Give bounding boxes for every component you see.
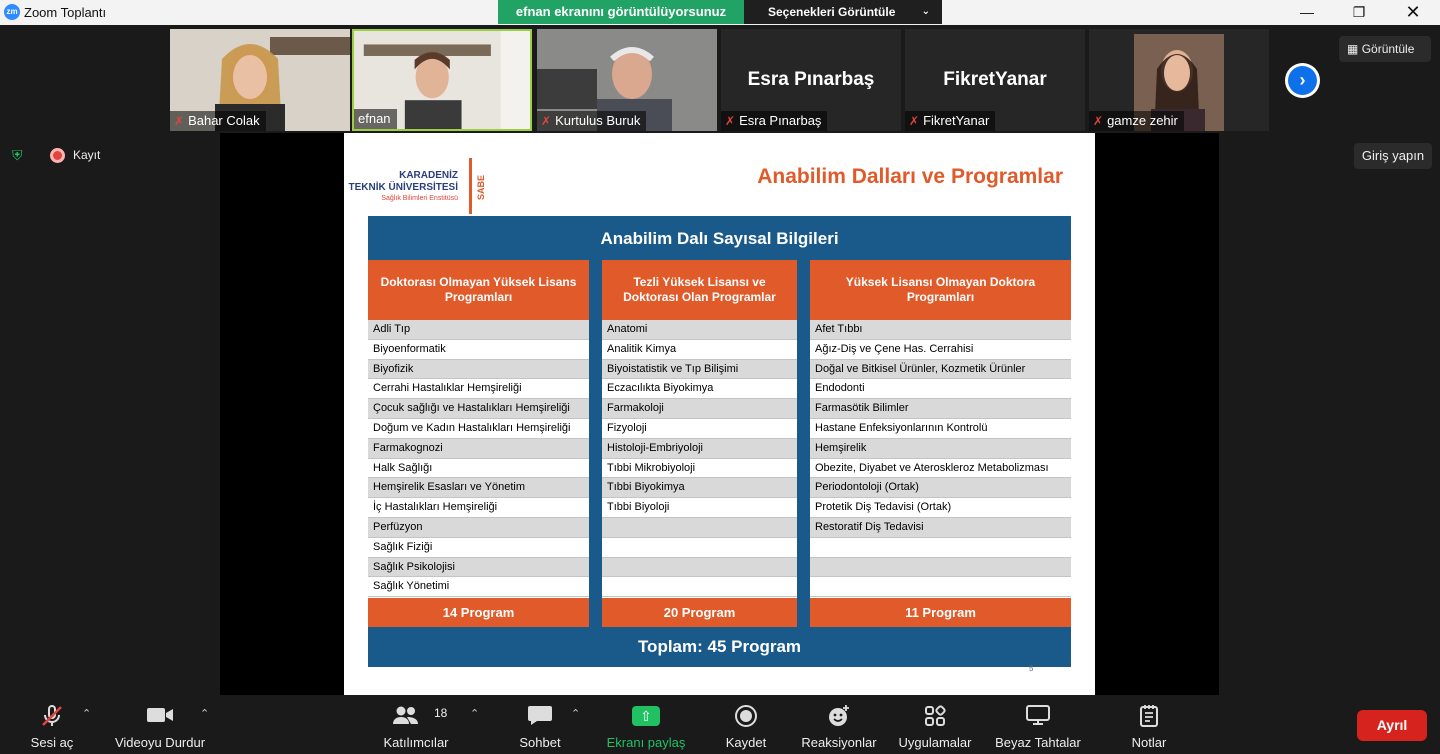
table-row: Tıbbi Biyokimya [602,478,797,498]
column-total: 20 Program [602,598,797,627]
table-row: Sağlık Psikolojisi [368,558,589,578]
participant-tile-active[interactable] [352,29,532,131]
view-button[interactable] [1339,36,1431,62]
column-rows [810,320,1071,597]
table-row: Farmakoloji [602,399,797,419]
grand-total: Toplam: 45 Program [368,627,1071,667]
notes-icon [1120,704,1178,728]
chevron-down-icon: ⌄ [921,6,930,17]
reactions-label: Reaksiyonlar [801,735,877,750]
table-row: Hastane Enfeksiyonlarının Kontrolü [810,419,1071,439]
table-row: Sağlık Fiziği [368,538,589,558]
logo-vertical-text: SABE [476,174,486,200]
table-row: Doğal ve Bitkisel Ürünler, Kozmetik Ürünler [810,360,1071,380]
slide-title: Anabilim Dalları ve Programlar [757,165,1063,188]
view-options-label: Seçenekleri Görüntüle [768,5,896,19]
table-row: Anatomi [602,320,797,340]
participant-tile[interactable] [537,29,717,131]
participant-name: ✗ Bahar Colak [170,111,266,131]
reactions-button[interactable] [796,696,882,754]
meeting-toolbar [0,696,1440,754]
table-row: Afet Tıbbı [810,320,1071,340]
whiteboard-button[interactable] [992,696,1084,754]
table-row [602,577,797,597]
table-row [810,558,1071,578]
university-logo [348,145,494,205]
view-label: Görüntüle [1361,42,1415,56]
chevron-up-icon: ⌃ [200,708,210,720]
leave-button[interactable]: Ayrıl [1357,710,1427,741]
logo-divider [469,158,472,214]
next-participants-button[interactable] [1285,63,1320,98]
table-title: Anabilim Dalı Sayısal Bilgileri [368,216,1071,260]
participant-tile[interactable] [1089,29,1269,131]
table-row: Restoratif Diş Tedavisi [810,518,1071,538]
table-row: Tıbbi Biyoloji [602,498,797,518]
chat-label: Sohbet [519,735,561,750]
title-bar [0,0,1440,25]
table-column [368,260,589,627]
apps-label: Uygulamalar [898,735,972,750]
participant-display-name: Esra Pınarbaş [747,69,875,90]
view-options-button[interactable] [744,0,942,24]
table-column [602,260,797,627]
table-row: Halk Sağlığı [368,459,589,479]
close-icon[interactable]: ✕ [1405,2,1421,22]
recording-icon[interactable] [50,148,65,163]
stop-video-label: Videoyu Durdur [114,735,206,750]
whiteboard-label: Beyaz Tahtalar [995,735,1081,750]
login-button[interactable]: Giriş yapın [1354,143,1432,169]
column-rows [368,320,589,597]
participants-button[interactable] [376,696,456,754]
table-row: Ağız-Diş ve Çene Has. Cerrahisi [810,340,1071,360]
column-header: Yüksek Lisansı Olmayan Doktora Programları [810,260,1071,320]
share-screen-icon: ⇧ [600,704,692,728]
apps-button[interactable] [894,696,976,754]
table-row: Çocuk sağlığı ve Hastalıkları Hemşireliği [368,399,589,419]
record-icon [714,704,778,728]
window-title: Zoom Toplantı [24,5,107,20]
participant-name: ✗ gamze zehir [1089,111,1184,131]
video-options-button[interactable] [200,696,212,754]
table-row: Doğum ve Kadın Hastalıkları Hemşireliği [368,419,589,439]
logo-line-2: TEKNİK ÜNİVERSİTESİ [348,182,458,193]
mic-muted-icon: ✗ [909,114,920,128]
column-separator [797,260,810,627]
table-row: Tıbbi Mikrobiyoloji [602,459,797,479]
reactions-icon [796,704,882,728]
audio-options-button[interactable] [82,696,94,754]
participants-options-button[interactable] [470,696,482,754]
column-header: Tezli Yüksek Lisansı ve Doktorası Olan Programlar [602,260,797,320]
table-row: Sağlık Yönetimi [368,577,589,597]
table-row: Obezite, Diyabet ve Ateroskleroz Metabolizması [810,459,1071,479]
table-row [602,558,797,578]
table-row: Protetik Diş Tedavisi (Ortak) [810,498,1071,518]
table-row: Biyoistatistik ve Tıp Bilişimi [602,360,797,380]
whiteboard-icon [992,704,1084,728]
chevron-up-icon: ⌃ [571,708,581,720]
record-label: Kaydet [725,735,767,750]
table-row: Adli Tıp [368,320,589,340]
mic-muted-icon: ✗ [541,114,552,128]
participant-tile[interactable] [905,29,1085,131]
mic-muted-icon: ✗ [1093,114,1104,128]
notes-button[interactable] [1120,696,1178,754]
table-row: Fizyoloji [602,419,797,439]
apps-icon [894,704,976,728]
column-separator [589,260,602,627]
table-row: Farmasötik Bilimler [810,399,1071,419]
table-row: Biyofizik [368,360,589,380]
logo-line-1: KARADENİZ [399,170,458,181]
chat-button[interactable] [510,696,570,754]
share-status-banner: efnan ekranını görüntülüyorsunuz [498,0,744,24]
maximize-icon[interactable]: ❐ [1352,4,1366,20]
zoom-logo-icon: zm [4,4,20,20]
table-column [810,260,1071,627]
participant-display-name: FikretYanar [943,69,1047,90]
table-row: Biyoenformatik [368,340,589,360]
logo-line-3: Sağlık Bilimleri Enstitüsü [381,195,458,202]
table-row: İç Hastalıkları Hemşireliği [368,498,589,518]
chevron-up-icon: ⌃ [470,708,480,720]
participant-tile[interactable] [721,29,901,131]
column-total: 11 Program [810,598,1071,627]
grid-icon: ▦ [1347,42,1359,56]
participant-name: ✗ FikretYanar [905,111,995,131]
table-row [810,577,1071,597]
participant-name: ✗ Kurtulus Buruk [537,111,646,131]
table-row: Hemşirelik [810,439,1071,459]
participant-tile[interactable] [170,29,350,131]
share-screen-button[interactable] [600,696,692,754]
table-row: Analitik Kimya [602,340,797,360]
share-screen-label: Ekranı paylaş [606,735,686,750]
recording-label: Kayıt [73,148,101,162]
chat-icon [510,704,570,728]
unmute-label: Sesi aç [30,735,74,750]
table-row: Cerrahi Hastalıklar Hemşireliği [368,379,589,399]
participants-count: 18 [434,706,448,720]
minimize-icon[interactable]: — [1300,4,1314,20]
table-row: Perfüzyon [368,518,589,538]
security-shield-icon[interactable]: ⛨ [12,147,23,163]
participant-name: ✗ Esra Pınarbaş [721,111,827,131]
table-row: Periodontoloji (Ortak) [810,478,1071,498]
table-row [602,518,797,538]
column-header: Doktorası Olmayan Yüksek Lisans Programları [368,260,589,320]
table-row [810,538,1071,558]
column-total: 14 Program [368,598,589,627]
chevron-up-icon: ⌃ [82,708,92,720]
table-row: Eczacılıkta Biyokimya [602,379,797,399]
chevron-right-icon: › [1288,66,1317,95]
mic-muted-icon: ✗ [174,114,185,128]
mic-muted-icon [20,704,84,728]
presentation-slide [344,133,1095,695]
mic-muted-icon: ✗ [725,114,736,128]
column-rows [602,320,797,597]
participants-label: Katılımcılar [383,735,449,750]
notes-label: Notlar [1131,735,1167,750]
chat-options-button[interactable] [571,696,583,754]
table-row: Farmakognozi [368,439,589,459]
participant-name: efnan [354,109,397,129]
record-button[interactable] [714,696,778,754]
table-row: Hemşirelik Esasları ve Yönetim [368,478,589,498]
table-row [602,538,797,558]
table-row: Endodonti [810,379,1071,399]
page-number: 5 [1029,664,1034,673]
table-row: Histoloji-Embriyoloji [602,439,797,459]
unmute-button[interactable] [20,696,84,754]
